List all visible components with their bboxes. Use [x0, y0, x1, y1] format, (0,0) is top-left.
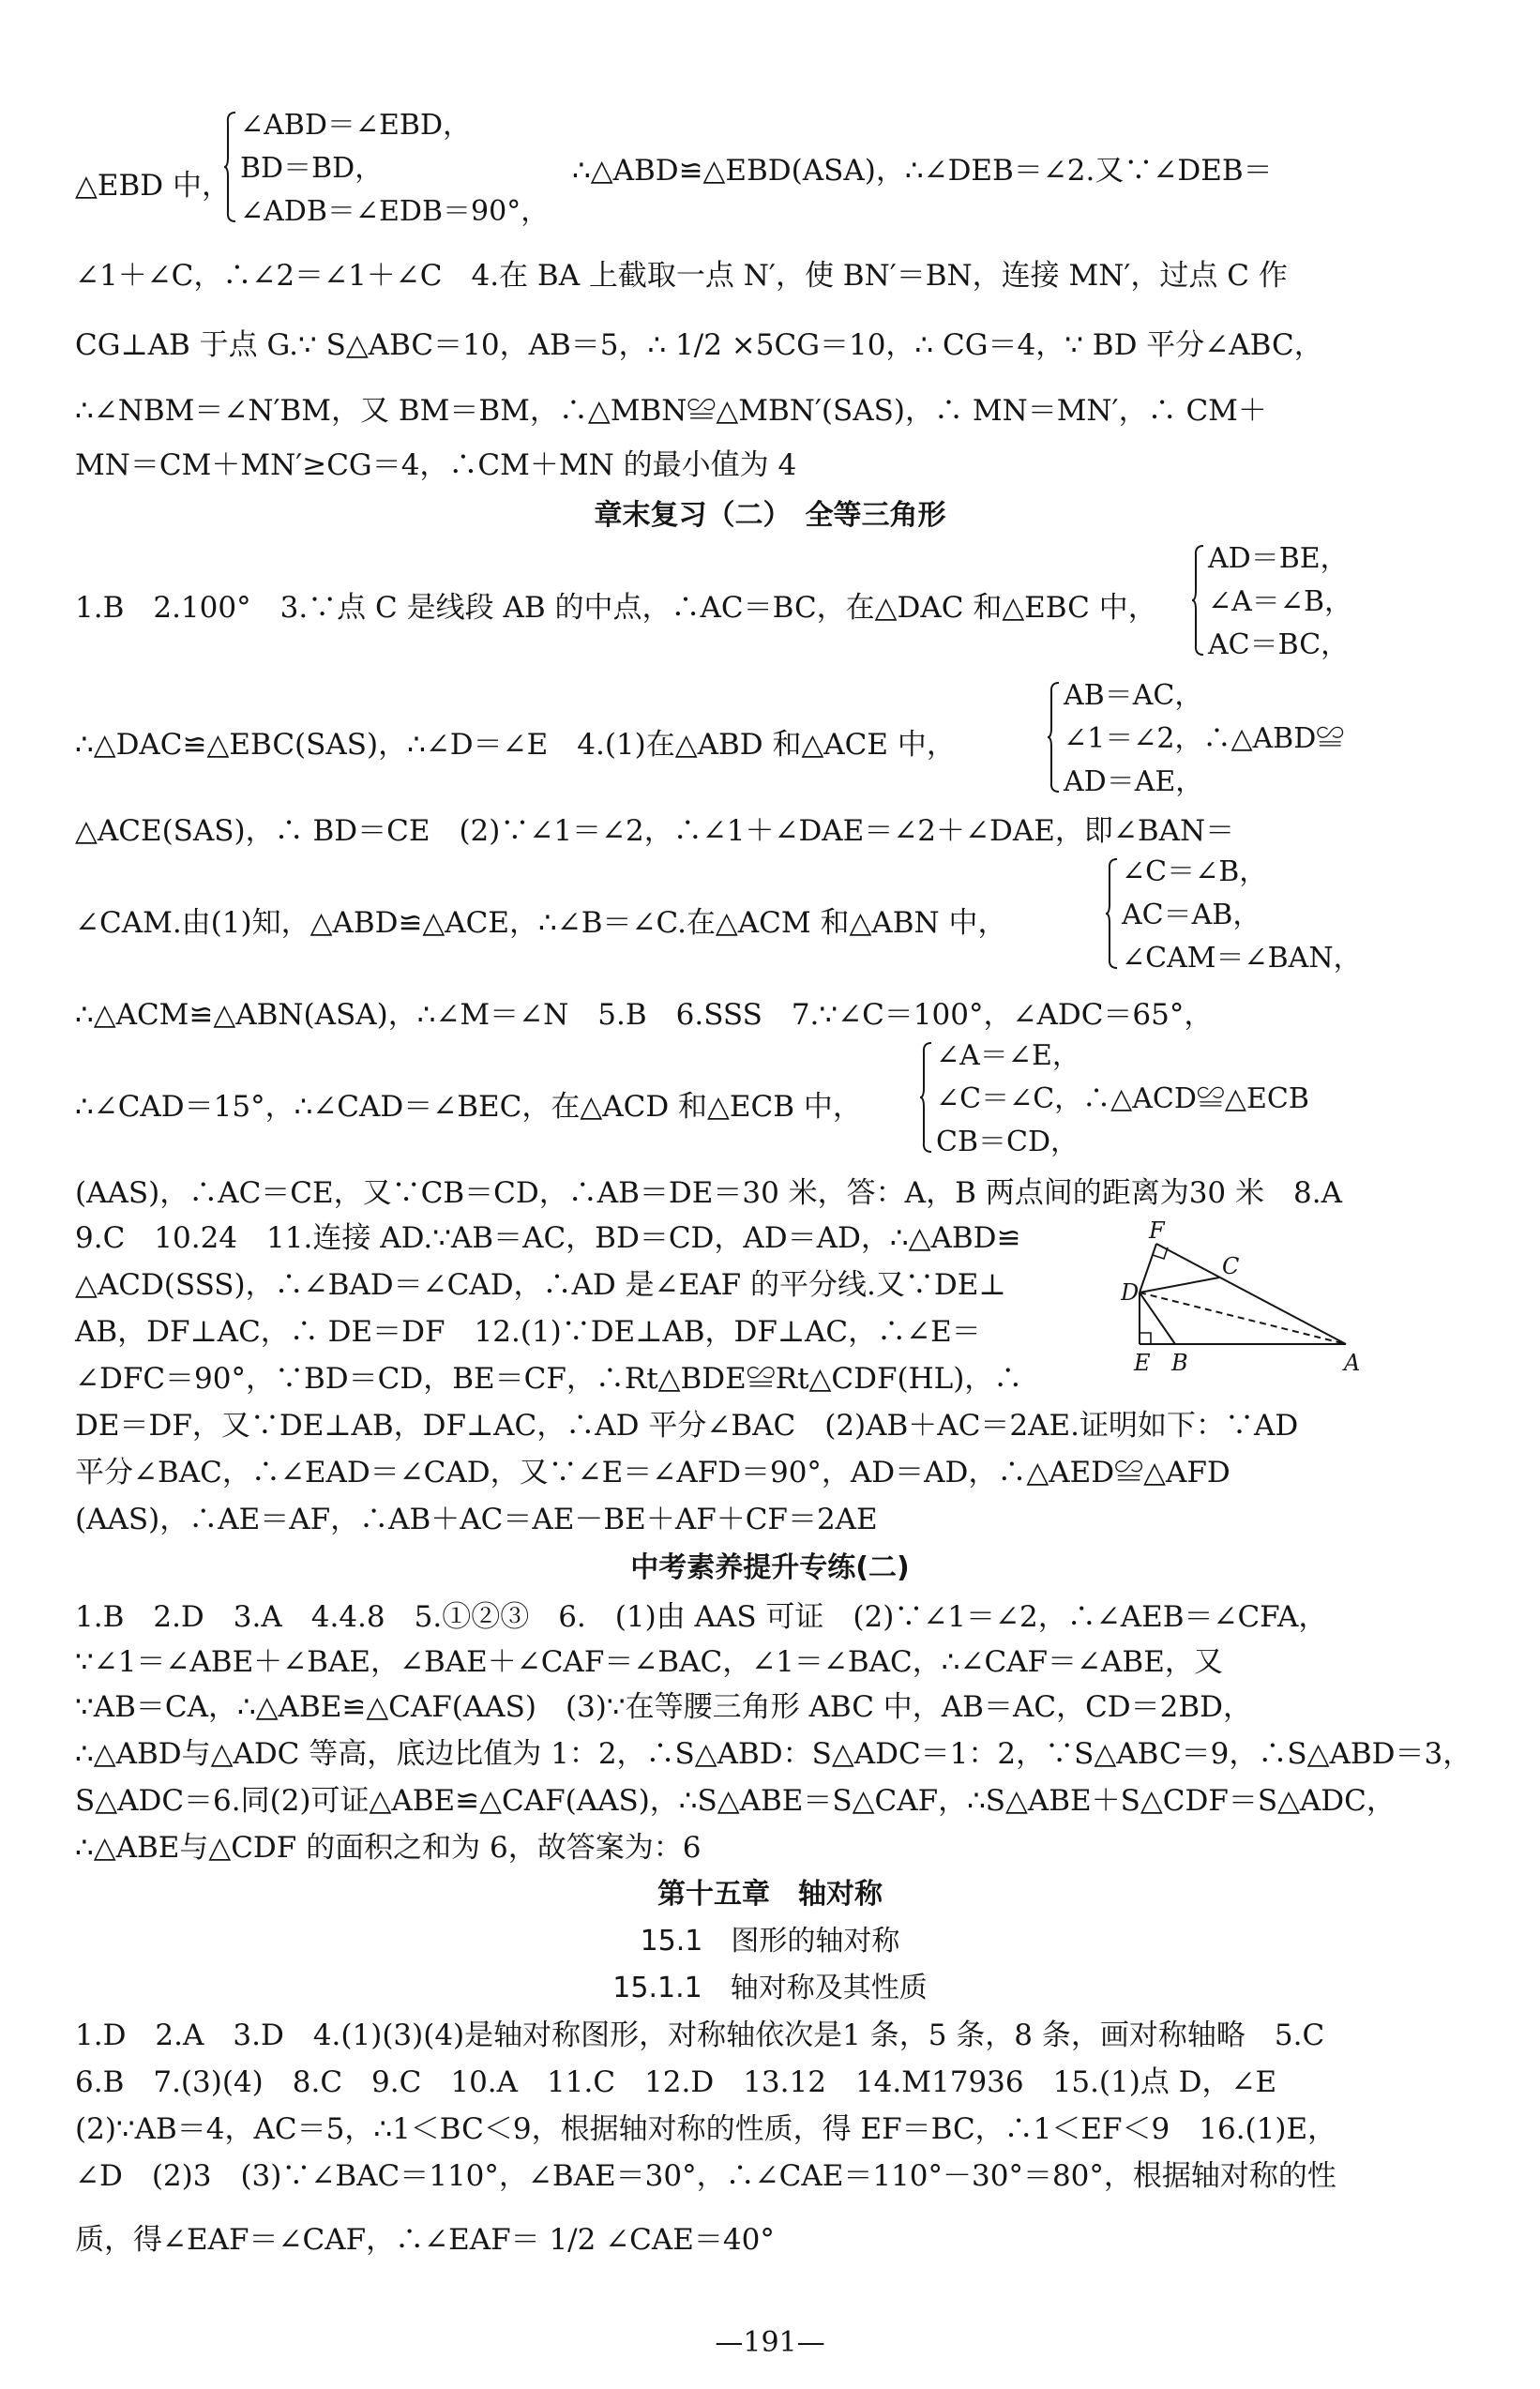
equation-system — [1047, 677, 1384, 799]
text-line: (AAS)，∴AC＝CE，又∵CB＝CD，∴AB＝DE＝30 米，答：A，B 两点间的距离为30 米 8.A — [75, 1176, 1342, 1210]
system-row: AB＝AC， — [1064, 679, 1203, 712]
label-b: B — [1171, 1350, 1188, 1376]
system-row: ∠C＝∠C，∴△ACD≌△ECB — [936, 1082, 1309, 1115]
system-row: AD＝AE， — [1064, 765, 1204, 798]
brace-icon — [223, 111, 236, 223]
subsection-title: 15.1.1 轴对称及其性质 — [612, 1972, 928, 2004]
section-title: 中考素养提升专练(二) — [630, 1551, 910, 1584]
brace-icon — [1191, 544, 1204, 657]
text-line: △EBD 中， — [75, 169, 231, 203]
text-line: ∴∠NBM＝∠N′BM，又 BM＝BM，∴△MBN≌△MBN′(SAS)，∴ MN＝MN′，∴ CM＋ — [75, 394, 1267, 428]
text-line: MN＝CM＋MN′≥CG＝4，∴CM＋MN 的最小值为 4 — [75, 448, 797, 482]
text-line: 平分∠BAC，∴∠EAD＝∠CAD，又∵∠E＝∠AFD＝90°，AD＝AD，∴△AED≌△AFD — [75, 1456, 1230, 1489]
system-row: ∠1＝∠2，∴△ABD≌ — [1064, 722, 1345, 755]
system-row: ∠ABD＝∠EBD， — [240, 109, 472, 142]
text-line: DE＝DF，又∵DE⊥AB，DF⊥AC，∴AD 平分∠BAC (2)AB＋AC＝2AE.证明如下：∵AD — [75, 1409, 1299, 1443]
segment-db — [1140, 1293, 1175, 1344]
text-line: 1.B 2.100° 3.∵点 C 是线段 AB 的中点，∴AC＝BC，在△DAC 和△EBC 中， — [75, 591, 1157, 625]
section-title: 章末复习（二） 全等三角形 — [594, 499, 946, 532]
equation-system — [919, 1037, 1379, 1159]
text-line: ∴∠CAD＝15°，∴∠CAD＝∠BEC，在△ACD 和△ECB 中， — [75, 1090, 862, 1124]
text-line: ∠1＋∠C，∴∠2＝∠1＋∠C 4.在 BA 上截取一点 N′，使 BN′＝BN，连接 MN′，过点 C 作 — [75, 259, 1288, 293]
system-row: BD＝BD， — [240, 152, 384, 185]
text-line: ∵∠1＝∠ABE＋∠BAE，∠BAE＋∠CAF＝∠BAC，∠1＝∠BAC，∴∠CAF＝∠ABE，又 — [75, 1645, 1223, 1679]
label-f: F — [1149, 1217, 1165, 1244]
brace-icon — [1105, 857, 1118, 970]
text-line: ∵AB＝CA，∴△ABE≌△CAF(AAS) (3)∵在等腰三角形 ABC 中，AB＝AC，CD＝2BD， — [75, 1690, 1252, 1724]
system-row: ∠A＝∠B， — [1208, 585, 1352, 618]
text-line: ∴△ABD≌△EBD(ASA)，∴∠DEB＝∠2.又∵∠DEB＝ — [572, 154, 1273, 188]
text-line: 质，得∠EAF＝∠CAF，∴∠EAF＝ 1/2 ∠CAE＝40° — [75, 2223, 775, 2257]
text-line: S△ADC＝6.同(2)可证△ABE≌△CAF(AAS)，∴S△ABE＝S△CAF，∴S△ABE＋S△CDF＝S△ADC， — [75, 1784, 1396, 1818]
system-row: AC＝BC， — [1208, 628, 1350, 661]
text-line: 6.B 7.(3)(4) 8.C 9.C 10.A 11.C 12.D 13.12 14.M17936 15.(1)点 D，∠E — [75, 2065, 1277, 2099]
text-line: ∠DFC＝90°，∵BD＝CD，BE＝CF，∴Rt△BDE≌Rt△CDF(HL)，∴ — [75, 1362, 1023, 1396]
text-line: CG⊥AB 于点 G.∵ S△ABC＝10，AB＝5，∴ 1/2 ×5CG＝10，∴ CG＝4，∵ BD 平分∠ABC， — [75, 328, 1323, 362]
brace-icon — [1047, 681, 1060, 794]
text-line: AB，DF⊥AC，∴ DE＝DF 12.(1)∵DE⊥AB，DF⊥AC，∴∠E＝ — [75, 1315, 981, 1349]
equation-system — [1191, 540, 1379, 662]
text-line: ∴△DAC≌△EBC(SAS)，∴∠D＝∠E 4.(1)在△ABD 和△ACE 中， — [75, 728, 956, 762]
geometry-figure — [1121, 1217, 1383, 1382]
text-line: △ACD(SSS)，∴∠BAD＝∠CAD，∴AD 是∠EAF 的平分线.又∵DE⊥ — [75, 1268, 1006, 1302]
system-row: ∠C＝∠B， — [1122, 855, 1268, 888]
text-line: ∴△ACM≌△ABN(ASA)，∴∠M＝∠N 5.B 6.SSS 7.∵∠C＝100°，∠ADC＝65°， — [75, 998, 1214, 1032]
text-line: ∠CAM.由(1)知，△ABD≌△ACE，∴∠B＝∠C.在△ACM 和△ABN 中， — [75, 906, 1007, 940]
label-a: A — [1344, 1350, 1361, 1376]
subsection-title: 15.1 图形的轴对称 — [640, 1925, 900, 1958]
text-line: ∠D (2)3 (3)∵∠BAC＝110°，∠BAE＝30°，∴∠CAE＝110°－30°＝80°，根据轴对称的性 — [75, 2159, 1336, 2193]
text-line: ∴△ABD与△ADC 等高，底边比值为 1：2，∴S△ABD：S△ADC＝1：2，∵S△ABC＝9，∴S△ABD＝3， — [75, 1737, 1472, 1771]
page-number: —191— — [715, 2326, 825, 2359]
chapter-title: 第十五章 轴对称 — [657, 1878, 883, 1911]
text-line: (AAS)，∴AE＝AF，∴AB＋AC＝AE－BE＋AF＋CF＝2AE — [75, 1503, 878, 1536]
text-line: 9.C 10.24 11.连接 AD.∵AB＝AC，BD＝CD，AD＝AD，∴△ABD≌ — [75, 1221, 1021, 1255]
label-c: C — [1222, 1253, 1240, 1279]
right-angle-mark — [1140, 1333, 1151, 1344]
text-line: △ACE(SAS)，∴ BD＝CE (2)∵∠1＝∠2，∴∠1＋∠DAE＝∠2＋∠DAE，即∠BAN＝ — [75, 814, 1235, 848]
system-row: ∠CAM＝∠BAN， — [1122, 942, 1362, 975]
text-line: 1.B 2.D 3.A 4.4.8 5.①②③ 6. (1)由 AAS 可证 (2)∵∠1＝∠2，∴∠AEB＝∠CFA， — [75, 1600, 1328, 1634]
text-line: ∴△ABE与△CDF 的面积之和为 6，故答案为：6 — [75, 1831, 702, 1865]
text-line: 1.D 2.A 3.D 4.(1)(3)(4)是轴对称图形，对称轴依次是1 条，5 条，8 条，画对称轴略 5.C — [75, 2019, 1325, 2052]
segment-df — [1140, 1244, 1156, 1293]
label-e: E — [1134, 1350, 1151, 1376]
system-row: ∠ADB＝∠EDB＝90°， — [240, 195, 550, 228]
equation-system — [223, 107, 550, 229]
segment-fa — [1156, 1244, 1346, 1344]
text-line: (2)∵AB＝4，AC＝5，∴1＜BC＜9，根据轴对称的性质，得 EF＝BC，∴1＜EF＜9 16.(1)E， — [75, 2112, 1337, 2146]
label-d: D — [1121, 1279, 1140, 1306]
system-row: CB＝CD， — [936, 1126, 1080, 1158]
system-row: AC＝AB， — [1122, 899, 1261, 931]
segment-dc — [1140, 1278, 1219, 1293]
brace-icon — [919, 1041, 932, 1154]
equation-system — [1105, 854, 1377, 975]
system-row: ∠A＝∠E， — [936, 1039, 1080, 1072]
system-row: AD＝BE， — [1208, 542, 1349, 575]
